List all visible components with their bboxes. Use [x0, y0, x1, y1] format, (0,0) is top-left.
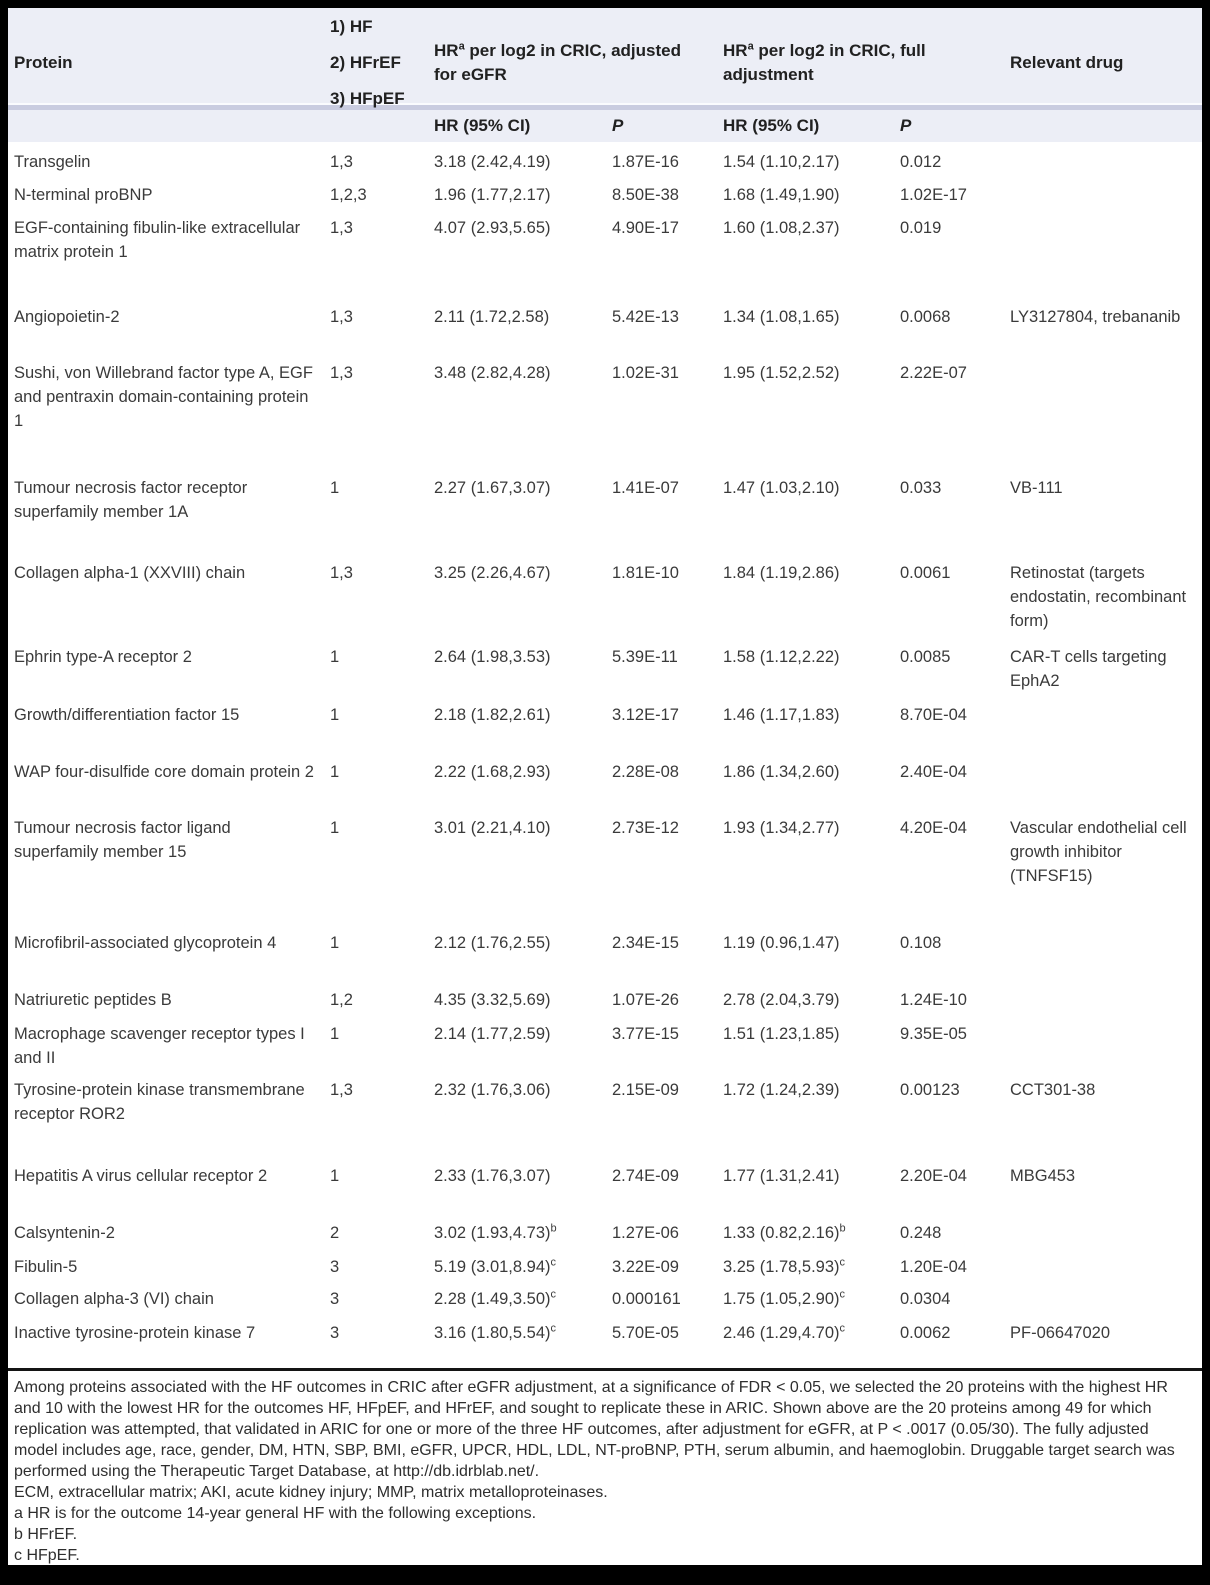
p-egfr-value: 2.34E-15	[612, 934, 679, 952]
table-row	[8, 553, 1202, 637]
hf-outcome-codes: 1	[330, 479, 340, 497]
protein-name: Sushi, von Willebrand factor type A, EGF and pentraxin domain-containing protein 1	[14, 364, 313, 430]
hf-outcome-codes: 1,3	[330, 1081, 353, 1099]
footnote: Among proteins associated with the HF outcomes in CRIC after eGFR adjustment, at a significance of FDR < 0.05, we selected the 20 proteins with the highest HR and 10 with the lowest HR for the outcomes HF, HFpEF, and HFrEF, and sought to replicate these in ARIC. Shown above are the 20 proteins among 49 for which replication was attempted, that validated in ARIC for one or more of the three HF outcomes, after adjustment for eGFR, at P < .0017 (0.05/30). The fully adjusted model includes age, race, gender, DM, HTN, SBP, BMI, eGFR, UPCR, HDL, LDL, NT-proBNP, PTH, serum albumin, and haemoglobin. Druggable target search was performed using the Therapeutic Target Database, at http://db.idrblab.net/.	[14, 1379, 1175, 1480]
hr-egfr-value: 3.48 (2.82,4.28)	[434, 364, 551, 382]
footnote: c HFpEF.	[14, 1547, 80, 1564]
subheader-spacer	[8, 110, 324, 142]
hf-legend-item-3: 3) HFpEF	[330, 89, 405, 108]
hr-egfr-value: 3.25 (2.26,4.67)	[434, 564, 551, 582]
table-row	[8, 980, 1202, 1014]
p-full-value: 0.248	[900, 1224, 942, 1242]
hf-outcome-codes: 1,3	[330, 153, 353, 171]
col-header-hf-outcome-legend	[324, 8, 428, 117]
col-header-relevant-drug: Relevant drug	[1010, 52, 1124, 72]
relevant-drug	[1004, 361, 1202, 468]
hf-outcome-codes: 1,3	[330, 564, 353, 582]
footnote-marker-c: c	[550, 1288, 556, 1301]
hr-full-value: 1.68 (1.49,1.90)	[723, 186, 840, 204]
hr-egfr-value: 2.27 (1.67,3.07)	[434, 479, 551, 497]
p-egfr-value: 5.42E-13	[612, 308, 679, 326]
footnote-marker-b: b	[550, 1222, 557, 1235]
hr-full-value: 1.77 (1.31,2.41)	[723, 1167, 840, 1185]
results-table	[8, 8, 1202, 1565]
protein-name: WAP four-disulfide core domain protein 2	[14, 763, 314, 781]
p-full-value: 0.0061	[900, 564, 951, 582]
hr-egfr-value: 2.11 (1.72,2.58)	[434, 308, 550, 326]
p-egfr-value: 0.000161	[612, 1290, 681, 1308]
hr-egfr-value: 4.07 (2.93,5.65)	[434, 219, 551, 237]
p-full-value: 1.24E-10	[900, 991, 967, 1009]
hf-outcome-codes: 1	[330, 763, 340, 781]
p-egfr-value: 1.87E-16	[612, 153, 679, 171]
p-egfr-value: 5.39E-11	[612, 648, 678, 666]
p-egfr-value: 2.15E-09	[612, 1081, 679, 1099]
footnote-marker-a: a	[458, 39, 465, 52]
p-egfr-value: 2.74E-09	[612, 1167, 679, 1185]
footnote: a HR is for the outcome 14-year general HF with the following exceptions.	[14, 1505, 537, 1522]
relevant-drug: MBG453	[1010, 1167, 1076, 1185]
table-row	[8, 752, 1202, 808]
hf-outcome-codes: 1	[330, 706, 340, 724]
p-full-value: 0.0068	[900, 308, 951, 326]
subheader-hr-ci-egfr: HR (95% CI)	[434, 116, 531, 135]
protein-name: Angiopoietin-2	[14, 308, 120, 326]
p-egfr-value: 1.27E-06	[612, 1224, 679, 1242]
p-full-value: 0.012	[900, 153, 942, 171]
p-egfr-value: 2.73E-12	[612, 819, 679, 837]
p-egfr-value: 1.07E-26	[612, 991, 679, 1009]
p-egfr-value: 1.41E-07	[612, 479, 679, 497]
hr-full-value: 1.47 (1.03,2.10)	[723, 479, 840, 497]
table-row	[8, 297, 1202, 353]
relevant-drug	[1004, 703, 1202, 752]
p-egfr-value: 1.02E-31	[612, 364, 679, 382]
hf-outcome-codes: 1	[330, 1025, 340, 1043]
hr-egfr-value: 1.96 (1.77,2.17)	[434, 186, 551, 204]
relevant-drug	[1004, 760, 1202, 808]
footnote-marker-c: c	[550, 1256, 556, 1269]
relevant-drug	[1004, 988, 1202, 1014]
protein-name: Fibulin-5	[14, 1258, 78, 1276]
col-header-protein: Protein	[14, 52, 73, 72]
relevant-drug	[1004, 183, 1202, 208]
relevant-drug: LY3127804, trebananib	[1010, 308, 1181, 326]
hr-egfr-value: 2.32 (1.76,3.06)	[434, 1081, 551, 1099]
p-full-value: 1.02E-17	[900, 186, 967, 204]
relevant-drug: VB-111	[1010, 479, 1063, 497]
hr-egfr-value: 3.16 $(1.80,5.54)^c$	[434, 1322, 556, 1342]
hr-full-value: 1.19 (0.96,1.47)	[723, 934, 840, 952]
p-full-value: 0.033	[900, 479, 942, 497]
protein-name: Tumour necrosis factor ligand superfamily member 15	[14, 819, 231, 861]
table-row	[8, 923, 1202, 980]
p-full-value: 0.019	[900, 219, 942, 237]
p-full-value: 0.0062	[900, 1324, 951, 1342]
hr-egfr-value: 4.35 (3.32,5.69)	[434, 991, 551, 1009]
p-full-value: 0.00123	[900, 1081, 960, 1099]
hf-outcome-codes: 3	[330, 1258, 340, 1276]
protein-name: N-terminal proBNP	[14, 186, 153, 204]
table-row	[8, 808, 1202, 923]
hr-full-value: 1.72 (1.24,2.39)	[723, 1081, 840, 1099]
p-egfr-value: 3.22E-09	[612, 1258, 679, 1276]
table-row	[8, 175, 1202, 208]
hr-egfr-value: 3.01 (2.21,4.10)	[434, 819, 551, 837]
hf-outcome-codes: 1,3	[330, 219, 353, 237]
table-row	[8, 1213, 1202, 1247]
footnote: ECM, extracellular matrix; AKI, acute kidney injury; MMP, matrix metalloproteinases.	[14, 1484, 608, 1501]
table-row	[8, 353, 1202, 468]
footnote-marker-c: c	[550, 1322, 556, 1335]
protein-name: EGF-containing fibulin-like extracellular matrix protein 1	[14, 219, 301, 261]
protein-name: Tumour necrosis factor receptor superfamily member 1A	[14, 479, 248, 521]
table-body	[8, 142, 1202, 1358]
protein-name: Transgelin	[14, 153, 91, 171]
relevant-drug	[1004, 1255, 1202, 1279]
relevant-drug: PF-06647020	[1010, 1324, 1110, 1342]
table-footnotes	[8, 1368, 1202, 1565]
table-row	[8, 1247, 1202, 1279]
table-row	[8, 1279, 1202, 1313]
hr-egfr-value: 2.28 $(1.49,3.50)^c$	[434, 1288, 556, 1308]
hr-egfr-value: 2.64 (1.98,3.53)	[434, 648, 551, 666]
footnote: b HFrEF.	[14, 1526, 78, 1543]
hr-full-value: 1.84 (1.19,2.86)	[723, 564, 840, 582]
hr-egfr-value: 3.02 $(1.93,4.73)^b$	[434, 1222, 557, 1242]
table-row	[8, 142, 1202, 175]
hr-full-value: 1.54 (1.10,2.17)	[723, 153, 840, 171]
footnote-marker-a: a	[747, 39, 754, 52]
p-full-value: 2.22E-07	[900, 364, 967, 382]
protein-name: Calsyntenin-2	[14, 1224, 115, 1242]
protein-name: Natriuretic peptides B	[14, 991, 172, 1009]
hr-full-value: 2.46 $(1.29,4.70)^c$	[723, 1322, 845, 1342]
col-header-hr-egfr-adjusted: $HR^a$ per log2 in CRIC, adjusted for eGFR	[434, 39, 681, 84]
hr-full-value: 1.93 (1.34,2.77)	[723, 819, 840, 837]
subheader-spacer	[324, 110, 428, 142]
hr-egfr-value: 2.18 (1.82,2.61)	[434, 706, 551, 724]
protein-name: Microfibril-associated glycoprotein 4	[14, 934, 277, 952]
table-row	[8, 1156, 1202, 1213]
protein-name: Ephrin type-A receptor 2	[14, 648, 192, 666]
relevant-drug	[1004, 931, 1202, 980]
relevant-drug: Vascular endothelial cell growth inhibitor (TNFSF15)	[1010, 819, 1187, 885]
hr-full-value: 1.86 (1.34,2.60)	[723, 763, 840, 781]
relevant-drug	[1004, 1022, 1202, 1070]
hr-egfr-value: 2.14 (1.77,2.59)	[434, 1025, 551, 1043]
protein-name: Collagen alpha-1 (XXVIII) chain	[14, 564, 246, 582]
relevant-drug: CAR-T cells targeting EphA2	[1010, 648, 1167, 690]
hf-outcome-codes: 2	[330, 1224, 340, 1242]
p-full-value: 4.20E-04	[900, 819, 967, 837]
hr-full-value: 1.58 (1.12,2.22)	[723, 648, 840, 666]
hf-legend-item-1: 1) HF	[330, 17, 373, 36]
hf-outcome-codes: 1	[330, 648, 340, 666]
hr-full-value: 1.95 (1.52,2.52)	[723, 364, 840, 382]
footnote-marker-b: b	[839, 1222, 846, 1235]
table-row	[8, 1014, 1202, 1070]
table-header-row-2	[8, 110, 1202, 142]
table-row	[8, 637, 1202, 695]
p-full-value: 2.20E-04	[900, 1167, 967, 1185]
subheader-p-egfr: P	[612, 116, 624, 135]
protein-name: Growth/differentiation factor 15	[14, 706, 240, 724]
relevant-drug: CCT301-38	[1010, 1081, 1096, 1099]
p-full-value: 0.108	[900, 934, 942, 952]
p-full-value: 8.70E-04	[900, 706, 967, 724]
subheader-hr-ci-full: HR (95% CI)	[723, 116, 820, 135]
hr-full-value: 3.25 $(1.78,5.93)^c$	[723, 1256, 845, 1276]
protein-name: Macrophage scavenger receptor types I and II	[14, 1025, 305, 1067]
hr-egfr-value: 5.19 $(3.01,8.94)^c$	[434, 1256, 556, 1276]
relevant-drug	[1004, 1287, 1202, 1313]
hf-outcome-codes: 1	[330, 819, 340, 837]
subheader-p-full: P	[900, 116, 912, 135]
relevant-drug: Retinostat (targets endostatin, recombinant form)	[1010, 564, 1187, 630]
table-row	[8, 695, 1202, 752]
p-egfr-value: 4.90E-17	[612, 219, 679, 237]
hr-full-value: 1.46 (1.17,1.83)	[723, 706, 840, 724]
hr-egfr-value: 2.12 (1.76,2.55)	[434, 934, 551, 952]
table-row	[8, 208, 1202, 297]
hf-outcome-codes: 1	[330, 1167, 340, 1185]
hr-full-value: 1.33 $(0.82,2.16)^b$	[723, 1222, 846, 1242]
p-full-value: 0.0304	[900, 1290, 951, 1308]
p-egfr-value: 3.77E-15	[612, 1025, 679, 1043]
table-header-row-1	[8, 8, 1202, 108]
hf-outcome-codes: 3	[330, 1290, 340, 1308]
hf-outcome-codes: 3	[330, 1324, 340, 1342]
hf-outcome-codes: 1,2,3	[330, 186, 367, 204]
hf-outcome-codes: 1,2	[330, 991, 353, 1009]
hr-full-value: 1.51 (1.23,1.85)	[723, 1025, 840, 1043]
protein-name: Hepatitis A virus cellular receptor 2	[14, 1167, 268, 1185]
table-row	[8, 1313, 1202, 1358]
p-full-value: 1.20E-04	[900, 1258, 967, 1276]
footnote-marker-c: c	[839, 1256, 845, 1269]
p-full-value: 0.0085	[900, 648, 951, 666]
relevant-drug	[1004, 216, 1202, 297]
relevant-drug	[1004, 150, 1202, 175]
hf-legend-item-2: 2) HFrEF	[330, 53, 401, 72]
hr-full-value: 1.60 (1.08,2.37)	[723, 219, 840, 237]
hr-full-value: 1.75 $(1.05,2.90)^c$	[723, 1288, 845, 1308]
hr-full-value: 2.78 (2.04,3.79)	[723, 991, 840, 1009]
hr-egfr-value: 2.33 (1.76,3.07)	[434, 1167, 551, 1185]
p-egfr-value: 1.81E-10	[612, 564, 679, 582]
p-full-value: 9.35E-05	[900, 1025, 967, 1043]
p-full-value: 2.40E-04	[900, 763, 967, 781]
relevant-drug	[1004, 1221, 1202, 1247]
p-egfr-value: 8.50E-38	[612, 186, 679, 204]
hr-egfr-value: 3.18 (2.42,4.19)	[434, 153, 551, 171]
subheader-spacer	[1004, 110, 1202, 142]
hr-full-value: 1.34 (1.08,1.65)	[723, 308, 840, 326]
protein-name: Inactive tyrosine-protein kinase 7	[14, 1324, 256, 1342]
hf-outcome-codes: 1,3	[330, 308, 353, 326]
hf-outcome-codes: 1,3	[330, 364, 353, 382]
hf-outcome-codes: 1	[330, 934, 340, 952]
protein-name: Collagen alpha-3 (VI) chain	[14, 1290, 214, 1308]
p-egfr-value: 2.28E-08	[612, 763, 679, 781]
p-egfr-value: 3.12E-17	[612, 706, 679, 724]
protein-name: Tyrosine-protein kinase transmembrane receptor ROR2	[14, 1081, 305, 1123]
table-row	[8, 1070, 1202, 1156]
col-header-hr-full-adjustment: $HR^a$ per log2 in CRIC, full adjustment	[723, 39, 926, 84]
footnote-marker-c: c	[839, 1322, 845, 1335]
p-egfr-value: 5.70E-05	[612, 1324, 679, 1342]
footnote-marker-c: c	[839, 1288, 845, 1301]
hr-egfr-value: 2.22 (1.68,2.93)	[434, 763, 551, 781]
table-row	[8, 468, 1202, 553]
